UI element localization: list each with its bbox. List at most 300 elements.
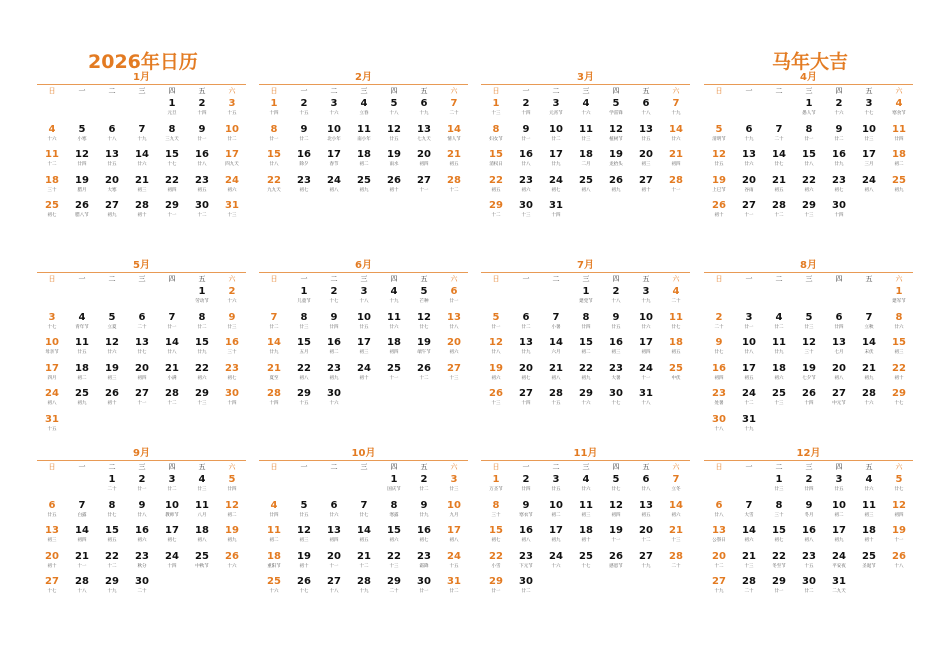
day-number: 28	[165, 388, 179, 399]
weekday-label: 日	[270, 275, 278, 283]
weekday-label: 二	[108, 87, 116, 95]
day-cell	[97, 336, 127, 362]
lunar-label: 中伏	[671, 375, 681, 381]
day-number: 28	[75, 576, 89, 587]
day-cell	[704, 362, 734, 388]
lunar-label: 十五	[449, 563, 459, 569]
day-cell	[187, 311, 217, 337]
lunar-label: 初八	[804, 538, 814, 543]
lunar-label: 初九	[107, 213, 117, 218]
lunar-label: 廿五	[299, 512, 309, 518]
lunar-label: 二月	[581, 162, 591, 167]
day-number: 14	[267, 337, 281, 348]
lunar-label: 南小年	[357, 136, 371, 142]
lunar-label: 十六	[581, 111, 591, 116]
lunar-label: 十二	[359, 563, 369, 569]
lunar-label: 初六	[227, 187, 237, 193]
lunar-label: 初八	[834, 375, 844, 381]
day-number: 16	[832, 149, 846, 160]
day-cell	[481, 362, 511, 388]
day-cell	[884, 97, 914, 123]
day-cell	[319, 97, 349, 123]
day-number: 20	[135, 362, 149, 374]
day-number: 14	[135, 149, 149, 160]
lunar-label: 初十	[581, 538, 591, 543]
lunar-label: 廿三	[804, 324, 814, 330]
day-number: 26	[609, 174, 623, 186]
lunar-label: 廿九	[419, 512, 429, 518]
day-number: 13	[832, 337, 846, 348]
day-number: 5	[390, 98, 398, 109]
day-cell	[704, 148, 734, 174]
day-cell	[37, 575, 67, 601]
day-cell	[481, 311, 511, 337]
day-cell	[439, 123, 469, 149]
day-cell	[541, 311, 571, 337]
weekday-label: 六	[672, 87, 680, 95]
day-number: 11	[669, 311, 683, 323]
day-cell	[704, 499, 734, 525]
day-cell	[764, 311, 794, 337]
weekday-label: 五	[420, 275, 428, 283]
lunar-label: 廿三	[227, 324, 237, 330]
day-cell	[601, 174, 631, 200]
day-number: 17	[832, 525, 846, 536]
lunar-label: 十七	[47, 324, 57, 330]
day-cell	[157, 362, 187, 388]
day-number: 31	[742, 413, 756, 425]
lunar-label: 植树节	[609, 136, 623, 142]
lunar-label: 廿六	[641, 324, 651, 330]
day-cell	[794, 550, 824, 576]
day-number: 6	[715, 499, 723, 511]
day-cell	[187, 199, 217, 225]
weekday-label: 三	[805, 87, 813, 95]
lunar-label: 十二	[491, 213, 501, 218]
day-number: 16	[297, 149, 311, 160]
lunar-label: 教师节	[165, 512, 179, 518]
day-cell	[157, 123, 187, 149]
lunar-label: 十一	[671, 187, 681, 193]
lunar-label: 初十	[641, 187, 651, 193]
day-cell	[187, 387, 217, 413]
lunar-label: 十八	[359, 299, 369, 304]
lunar-label: 九九天	[267, 187, 281, 193]
day-number: 1	[168, 98, 176, 109]
month-name: 9月	[133, 448, 150, 459]
lunar-label: 廿四	[804, 487, 814, 492]
day-number: 16	[327, 337, 341, 348]
day-cell	[187, 123, 217, 149]
day-cell	[824, 311, 854, 337]
lunar-label: 廿六	[329, 512, 339, 518]
day-number: 3	[228, 98, 236, 109]
lunar-label: 廿三	[449, 487, 459, 492]
lunar-label: 十九	[714, 589, 724, 594]
day-number: 17	[549, 149, 563, 160]
day-cell	[511, 499, 541, 525]
lunar-label: 初八	[329, 187, 339, 193]
lunar-label: 十八	[641, 401, 651, 406]
day-number: 6	[48, 499, 56, 511]
day-number: 27	[327, 576, 341, 587]
lunar-label: 十八	[714, 426, 724, 432]
day-cell	[439, 285, 469, 311]
lunar-label: 三十	[47, 187, 57, 193]
day-cell	[734, 123, 764, 149]
lunar-label: 初七	[299, 187, 309, 193]
day-number: 7	[270, 311, 278, 323]
day-cell	[97, 575, 127, 601]
lunar-label: 廿四	[894, 136, 904, 142]
day-cell	[439, 97, 469, 123]
day-number: 14	[75, 525, 89, 536]
day-cell	[541, 473, 571, 499]
lunar-label: 腊八节	[75, 213, 89, 218]
lunar-label: 廿七	[894, 487, 904, 492]
day-number: 16	[195, 149, 209, 160]
lunar-label: 初七	[419, 538, 429, 543]
lunar-label: 清明节	[712, 136, 726, 142]
day-cell	[289, 97, 319, 123]
day-cell	[439, 148, 469, 174]
lunar-label: 廿九	[521, 350, 531, 355]
lunar-label: 十四	[269, 111, 279, 116]
day-number: 29	[165, 200, 179, 211]
day-cell	[157, 387, 187, 413]
lunar-label: 十四	[269, 401, 279, 406]
lunar-label: 廿二	[834, 136, 844, 142]
day-cell	[217, 524, 247, 550]
day-number: 21	[267, 362, 281, 374]
day-number: 9	[835, 123, 843, 135]
day-cell	[259, 524, 289, 550]
lunar-label: 十四	[197, 111, 207, 116]
lunar-label: 初九	[359, 187, 369, 193]
day-number: 24	[742, 388, 756, 399]
month-divider	[37, 84, 246, 85]
lunar-label: 初九	[894, 187, 904, 193]
day-cell	[319, 550, 349, 576]
day-cell	[67, 550, 97, 576]
day-cell	[704, 174, 734, 200]
lunar-label: 十六	[864, 401, 874, 406]
month-name: 6月	[355, 260, 372, 271]
day-number: 5	[612, 474, 620, 485]
lunar-label: 十二	[197, 213, 207, 218]
day-number: 15	[489, 525, 503, 536]
day-cell	[217, 123, 247, 149]
day-cell	[631, 285, 661, 311]
day-cell	[349, 285, 379, 311]
day-cell	[511, 387, 541, 413]
lunar-label: 初六	[389, 538, 399, 543]
day-cell	[349, 362, 379, 388]
lunar-label: 廿五	[389, 136, 399, 142]
lunar-label: 元宵节	[549, 111, 563, 116]
lunar-label: 十六	[551, 563, 561, 569]
month-block	[259, 260, 468, 413]
day-cell	[187, 97, 217, 123]
lunar-label: 廿六	[389, 324, 399, 330]
day-grid	[481, 473, 690, 601]
day-cell	[511, 311, 541, 337]
day-number: 14	[669, 123, 683, 135]
lunar-label: 廿七	[107, 512, 117, 518]
day-number: 21	[669, 525, 683, 536]
day-cell	[661, 336, 691, 362]
lunar-label: 初六	[491, 375, 501, 381]
day-number: 9	[300, 123, 308, 135]
weekday-label: 日	[715, 275, 723, 283]
lunar-label: 元旦	[167, 111, 177, 116]
day-number: 26	[489, 388, 503, 399]
weekday-label: 日	[715, 87, 723, 95]
lunar-label: 廿四	[227, 487, 237, 492]
weekday-label: 五	[198, 87, 206, 95]
day-number: 12	[297, 525, 311, 536]
day-number: 24	[225, 174, 239, 186]
day-grid	[704, 473, 913, 601]
day-number: 12	[105, 337, 119, 348]
day-cell	[631, 123, 661, 149]
day-cell	[409, 524, 439, 550]
day-cell	[97, 148, 127, 174]
day-number: 30	[195, 200, 209, 211]
day-number: 7	[450, 98, 458, 109]
day-number: 25	[267, 576, 281, 587]
day-cell	[379, 499, 409, 525]
day-number: 12	[75, 149, 89, 160]
day-number: 1	[805, 98, 813, 109]
day-number: 8	[582, 311, 590, 323]
day-cell	[289, 524, 319, 550]
day-number: 29	[579, 388, 593, 399]
day-number: 8	[198, 311, 206, 323]
day-number: 19	[75, 174, 89, 186]
day-cell	[409, 285, 439, 311]
day-cell	[157, 199, 187, 225]
day-number: 10	[549, 123, 563, 135]
lunar-label: 十二	[774, 213, 784, 218]
day-number: 19	[712, 174, 726, 186]
day-number: 12	[609, 123, 623, 135]
lunar-label: 初七	[47, 213, 57, 218]
lunar-label: 廿三	[197, 487, 207, 492]
day-number: 7	[168, 311, 176, 323]
lunar-label: 初五	[197, 187, 207, 193]
day-number: 7	[865, 311, 873, 323]
lunar-label: 学雷锋	[609, 111, 623, 116]
day-cell	[571, 336, 601, 362]
day-number: 2	[522, 98, 530, 109]
day-cell	[379, 473, 409, 499]
lunar-label: 下元节	[519, 563, 533, 569]
day-number: 28	[669, 550, 683, 562]
day-cell	[661, 524, 691, 550]
lunar-label: 初二	[551, 512, 561, 518]
lunar-label: 立冬	[671, 487, 681, 492]
lunar-label: 廿一	[744, 324, 754, 330]
lunar-label: 廿二	[551, 136, 561, 142]
day-cell	[734, 499, 764, 525]
month-block	[481, 260, 690, 413]
weekday-label: 五	[198, 275, 206, 283]
lunar-label: 初六	[197, 375, 207, 381]
day-number: 24	[832, 550, 846, 562]
lunar-label: 初二	[359, 162, 369, 167]
lunar-label: 初四	[389, 350, 399, 355]
day-cell	[409, 362, 439, 388]
weekday-label: 三	[138, 87, 146, 95]
day-number: 15	[802, 149, 816, 160]
day-cell	[379, 550, 409, 576]
day-number: 11	[892, 123, 906, 135]
day-cell	[661, 174, 691, 200]
lunar-label: 夏至	[269, 375, 279, 381]
day-cell	[67, 336, 97, 362]
lunar-label: 十二	[449, 187, 459, 193]
day-number: 21	[135, 174, 149, 186]
day-cell	[704, 336, 734, 362]
day-cell	[349, 123, 379, 149]
day-cell	[259, 387, 289, 413]
lunar-label: 初七	[551, 187, 561, 193]
lunar-label: 劳动节	[195, 299, 209, 304]
day-number: 10	[639, 311, 653, 323]
lunar-label: 初九	[834, 538, 844, 543]
day-number: 22	[892, 362, 906, 374]
day-number: 11	[45, 149, 59, 160]
day-cell	[259, 97, 289, 123]
day-number: 25	[75, 388, 89, 399]
day-cell	[854, 499, 884, 525]
day-number: 30	[609, 388, 623, 399]
day-number: 20	[639, 525, 653, 536]
day-number: 20	[832, 362, 846, 374]
lunar-label: 十一	[419, 187, 429, 193]
lunar-label: 二九天	[832, 589, 846, 594]
lunar-label: 廿五	[359, 324, 369, 330]
lunar-label: 三月	[864, 162, 874, 167]
day-cell	[319, 285, 349, 311]
day-cell	[854, 97, 884, 123]
day-number: 8	[775, 499, 783, 511]
lunar-label: 初四	[167, 187, 177, 193]
day-cell	[157, 97, 187, 123]
day-number: 19	[609, 525, 623, 536]
day-number: 3	[835, 474, 843, 485]
day-cell	[571, 387, 601, 413]
day-number: 6	[745, 123, 753, 135]
day-cell	[379, 524, 409, 550]
month-name: 4月	[800, 72, 817, 83]
day-number: 17	[549, 525, 563, 536]
day-number: 22	[387, 550, 401, 562]
day-cell	[541, 199, 571, 225]
day-cell	[187, 524, 217, 550]
day-cell	[127, 148, 157, 174]
month-divider	[704, 84, 913, 85]
weekday-label: 一	[745, 87, 753, 95]
day-cell	[409, 97, 439, 123]
lunar-label: 寒食节	[892, 111, 906, 116]
day-cell	[734, 362, 764, 388]
day-number: 18	[387, 337, 401, 348]
day-cell	[661, 148, 691, 174]
day-number: 10	[327, 123, 341, 135]
lunar-label: 初四	[329, 538, 339, 543]
day-number: 7	[552, 311, 560, 323]
day-grid	[37, 285, 246, 438]
day-number: 26	[297, 576, 311, 587]
weekday-header	[704, 86, 913, 97]
lunar-label: 十六	[47, 136, 57, 142]
day-cell	[409, 148, 439, 174]
day-number: 11	[357, 123, 371, 135]
day-number: 6	[330, 499, 338, 511]
day-number: 5	[78, 123, 86, 135]
day-cell	[259, 550, 289, 576]
lunar-label: 初六	[774, 375, 784, 381]
lunar-label: 春节	[329, 162, 339, 167]
day-cell	[217, 336, 247, 362]
lunar-label: 四月	[47, 375, 57, 381]
lunar-label: 平安夜	[832, 563, 846, 569]
weekday-header	[704, 462, 913, 473]
day-number: 6	[642, 474, 650, 485]
day-cell	[127, 123, 157, 149]
lunar-label: 初十	[389, 187, 399, 193]
day-cell	[439, 473, 469, 499]
day-cell	[349, 575, 379, 601]
lunar-label: 七月	[834, 350, 844, 355]
lunar-label: 廿一	[774, 589, 784, 594]
lunar-label: 廿五	[611, 324, 621, 330]
day-cell	[704, 123, 734, 149]
lunar-label: 初五	[774, 187, 784, 193]
day-cell	[289, 311, 319, 337]
lunar-label: 十九	[671, 111, 681, 116]
day-cell	[601, 148, 631, 174]
day-number: 5	[108, 311, 116, 323]
day-number: 21	[772, 174, 786, 186]
day-cell	[289, 550, 319, 576]
day-number: 22	[105, 550, 119, 562]
day-number: 4	[78, 311, 86, 323]
day-number: 10	[165, 499, 179, 511]
day-number: 16	[135, 525, 149, 536]
lunar-label: 廿一	[137, 487, 147, 492]
day-number: 28	[772, 200, 786, 211]
day-number: 13	[327, 525, 341, 536]
day-number: 12	[225, 499, 239, 511]
lunar-label: 廿六	[864, 487, 874, 492]
lunar-label: 大暑	[611, 375, 621, 381]
day-grid	[259, 97, 468, 199]
month-name: 8月	[800, 260, 817, 271]
month-name: 1月	[133, 72, 150, 83]
lunar-label: 十六	[834, 111, 844, 116]
day-cell	[289, 362, 319, 388]
day-cell	[379, 362, 409, 388]
day-cell	[259, 174, 289, 200]
weekday-label: 一	[300, 463, 308, 471]
day-cell	[409, 473, 439, 499]
lunar-label: 十四	[167, 563, 177, 569]
day-cell	[794, 575, 824, 601]
day-number: 13	[742, 149, 756, 160]
